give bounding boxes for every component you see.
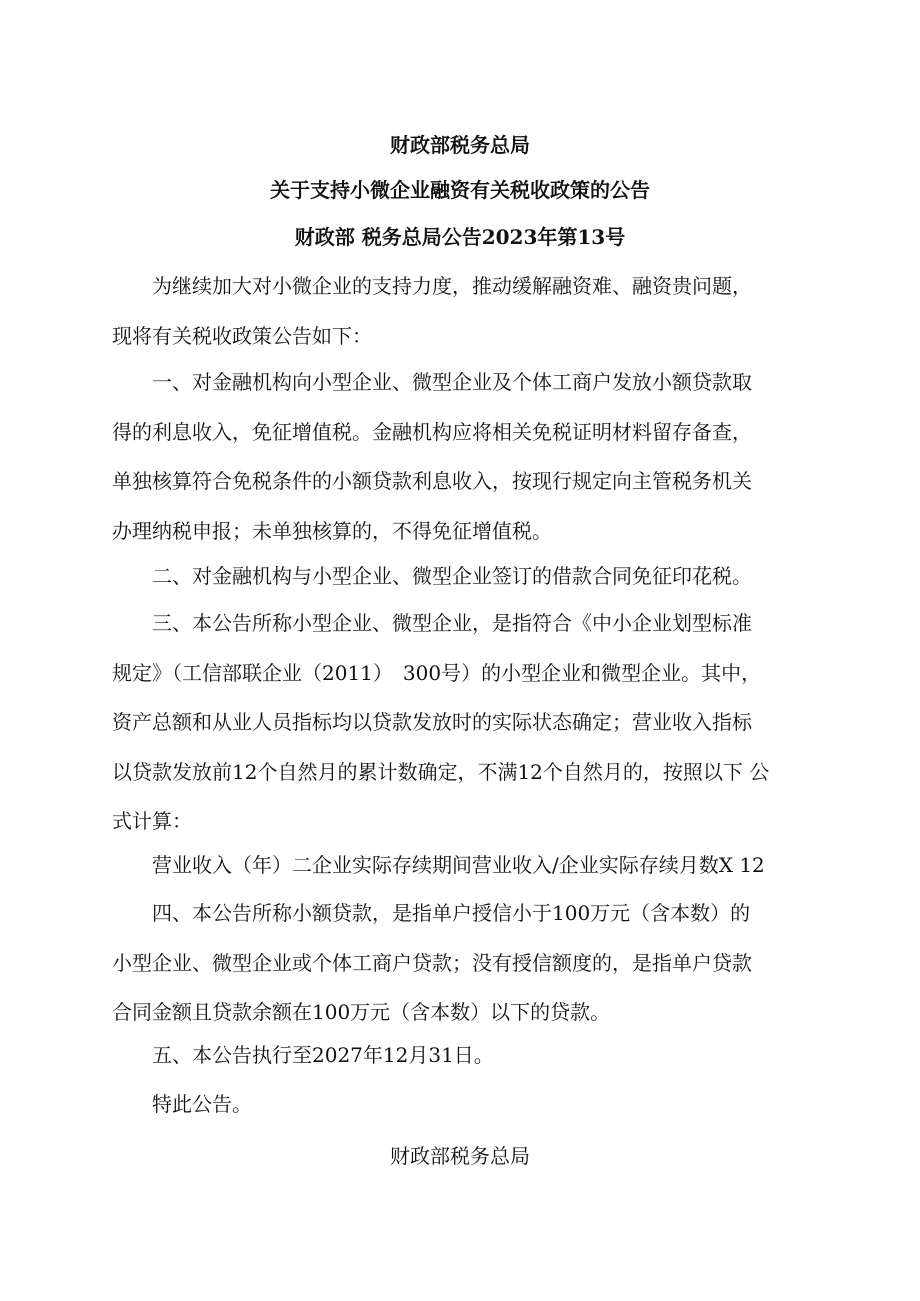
article-3-paragraph <box>112 599 812 847</box>
article-4-line: 小型企业、微型企业或个体工商户贷款；没有授信额度的，是指单户贷款 <box>112 950 752 975</box>
article-1-paragraph <box>112 358 812 556</box>
article-2-line: 二、对金融机构与小型企业、微型企业签订的借款合同免征印花税。 <box>152 564 752 588</box>
article-3-line: 规定》（工信部联企业（2011） 300号）的小型企业和微型企业。其中， <box>112 660 762 685</box>
issuer-heading: 财政部税务总局 <box>390 133 530 157</box>
article-4-line: 合同金额且贷款余额在100万元（含本数）以下的贷款。 <box>112 1000 611 1024</box>
intro-paragraph <box>112 262 812 361</box>
article-3-line: 式计算： <box>112 809 192 833</box>
article-1-line: 一、对金融机构向小型企业、微型企业及个体工商户发放小额贷款取 <box>152 370 752 394</box>
article-1-line: 得的利息收入，免征增值税。金融机构应将相关免税证明材料留存备查， <box>112 419 752 444</box>
article-3-line: 以贷款发放前12个自然月的累计数确定，不满12个自然月的，按照以下 公 <box>112 759 770 784</box>
closing-line: 特此公告。 <box>152 1092 252 1116</box>
signature: 财政部税务总局 <box>390 1144 530 1168</box>
article-2-paragraph <box>112 552 812 602</box>
closing-paragraph <box>112 1080 812 1130</box>
article-3-line: 资产总额和从业人员指标均以贷款发放时的实际状态确定；营业收入指标 <box>112 710 752 734</box>
article-4-paragraph <box>112 889 812 1038</box>
intro-line: 现将有关税收政策公告如下： <box>112 323 372 348</box>
document-number: 财政部 税务总局公告2023年第13号 <box>294 225 626 249</box>
article-1-line: 办理纳税申报；未单独核算的，不得免征增值税。 <box>112 518 552 543</box>
formula-paragraph <box>112 841 812 891</box>
formula-line: 营业收入（年）二企业实际存续期间营业收入/企业实际存续月数X 12 <box>152 853 765 877</box>
article-5-paragraph <box>112 1031 812 1081</box>
article-4-line: 四、本公告所称小额贷款，是指单户授信小于100万元（含本数）的 <box>152 901 751 925</box>
document-title: 关于支持小微企业融资有关税收政策的公告 <box>270 178 650 202</box>
article-1-line: 单独核算符合免税条件的小额贷款利息收入，按现行规定向主管税务机关 <box>112 469 752 493</box>
article-3-line: 三、本公告所称小型企业、微型企业，是指符合《中小企业划型标准 <box>152 611 752 635</box>
article-5-line: 五、本公告执行至2027年12月31日。 <box>152 1043 494 1067</box>
intro-line: 为继续加大对小微企业的支持力度，推动缓解融资难、融资贵问题， <box>152 274 752 298</box>
